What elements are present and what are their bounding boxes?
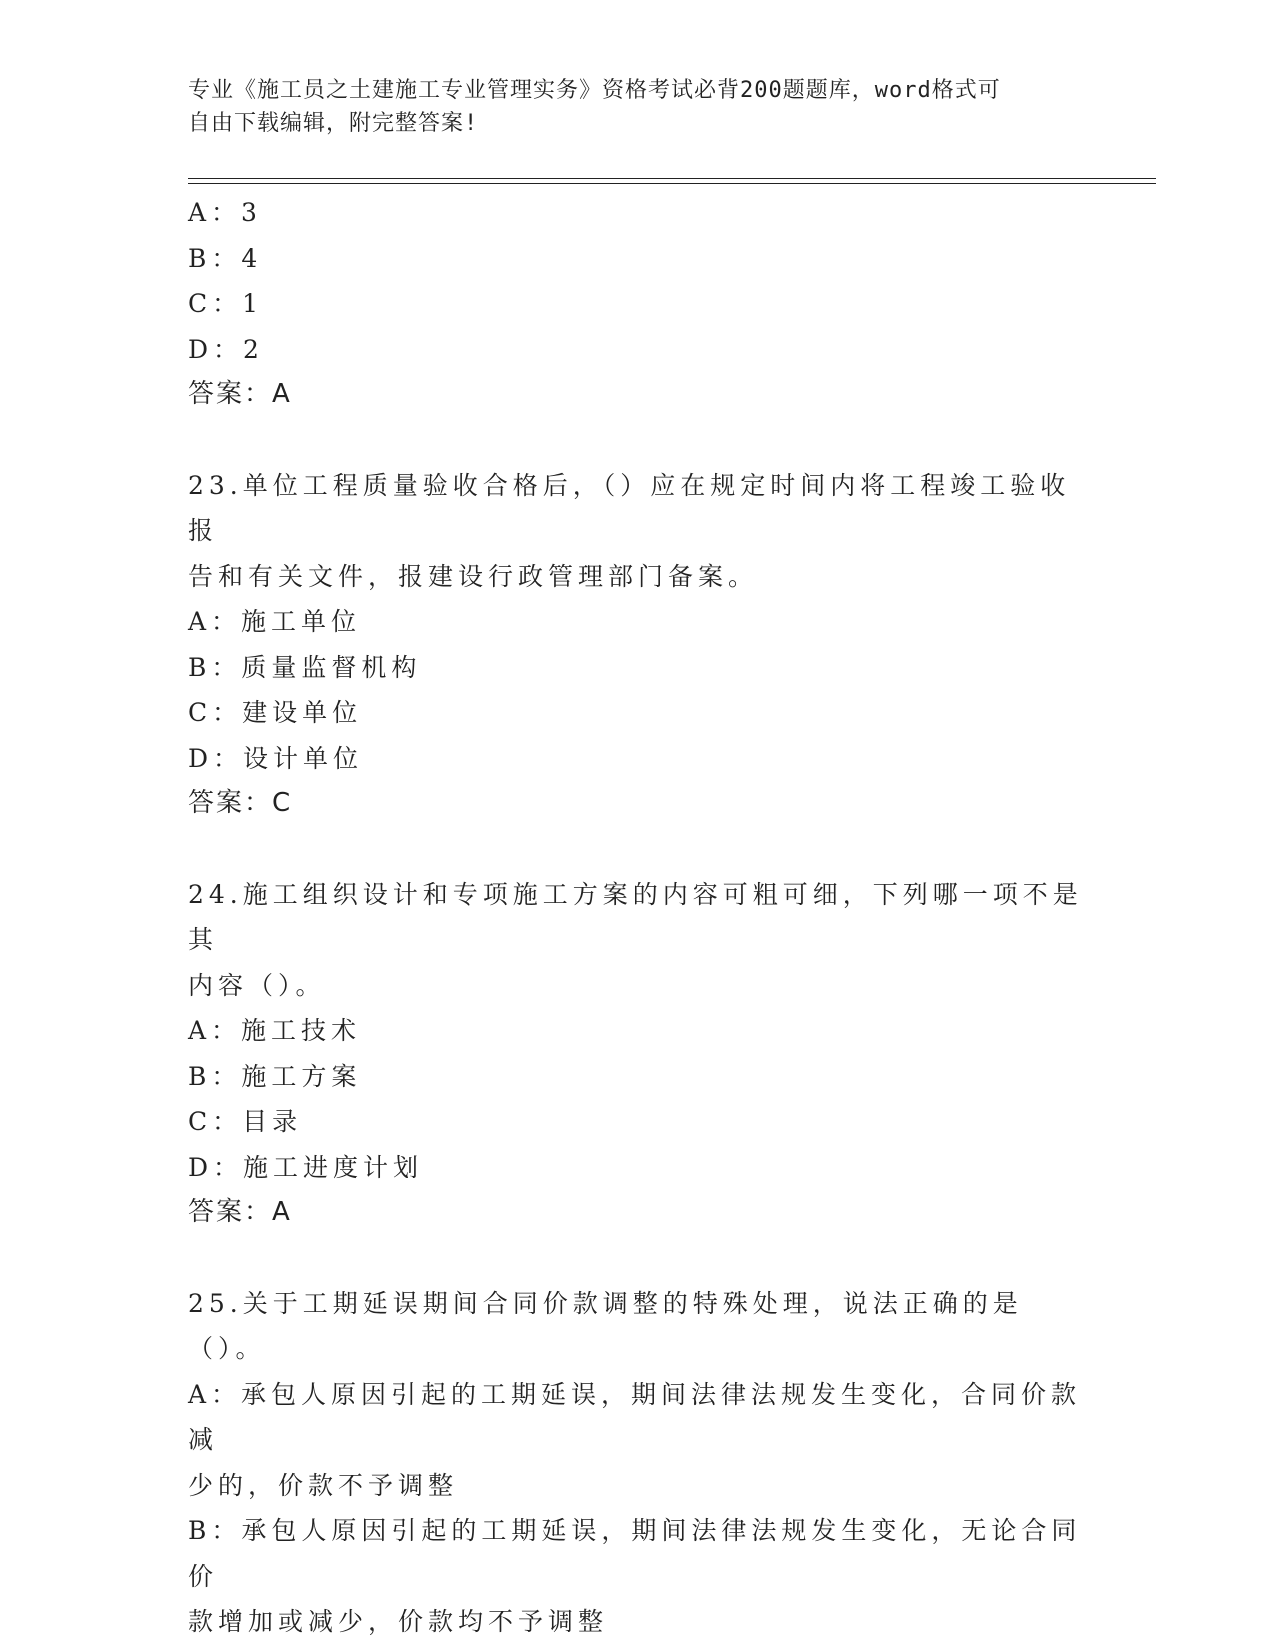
question-text-line-2: 告和有关文件，报建设行政管理部门备案。 [188,561,759,591]
question-25 [188,1281,1088,1645]
answer: 答案：A [188,1197,292,1227]
question-text-line-1: 24.施工组织设计和专项施工方案的内容可粗可细，下列哪一项不是其 [188,879,1083,954]
option-c: C：1 [188,289,264,318]
option-b: B：质量监督机构 [188,652,422,682]
answer: 答案：A [188,379,292,409]
option-a-line-2: 少的，价款不予调整 [188,1470,459,1500]
question-23 [188,463,1088,827]
option-a: A：施工单位 [188,607,362,636]
spacer [188,1236,1088,1281]
option-d: D：2 [188,334,264,364]
question-24 [188,872,1088,1236]
option-a: A：3 [188,198,262,227]
option-d: D：设计单位 [188,743,364,773]
answer: 答案：C [188,788,293,818]
option-d: D：施工进度计划 [188,1152,424,1182]
option-b: B：施工方案 [188,1061,362,1091]
question-content [188,190,1088,1645]
spacer [188,418,1088,463]
option-c: C：目录 [188,1107,303,1136]
option-c: C：建设单位 [188,698,363,727]
option-b: B：4 [188,243,263,273]
question-text-line-1: 23.单位工程质量验收合格后，（）应在规定时间内将工程竣工验收报 [188,470,1071,545]
header-divider-top [188,178,1156,179]
spacer [188,827,1088,872]
header-divider-bottom [188,183,1156,184]
header-line-1: 专业《施工员之土建施工专业管理实务》资格考试必背200题题库，word格式可 [188,78,1001,103]
option-b-line-1: B：承包人原因引起的工期延误，期间法律法规发生变化，无论合同价 [188,1516,1082,1591]
option-a-line-1: A：承包人原因引起的工期延误，期间法律法规发生变化，合同价款减 [188,1379,1082,1454]
document-header [188,74,1068,140]
question-text-line-1: 25.关于工期延误期间合同价款调整的特殊处理，说法正确的是（）。 [188,1288,1023,1363]
question-text-line-2: 内容（）。 [188,970,326,1000]
option-b-line-2: 款增加或减少，价款均不予调整 [188,1607,609,1636]
question-22 [188,190,1088,418]
header-line-2: 自由下载编辑，附完整答案! [188,111,479,136]
option-a: A：施工技术 [188,1016,362,1045]
